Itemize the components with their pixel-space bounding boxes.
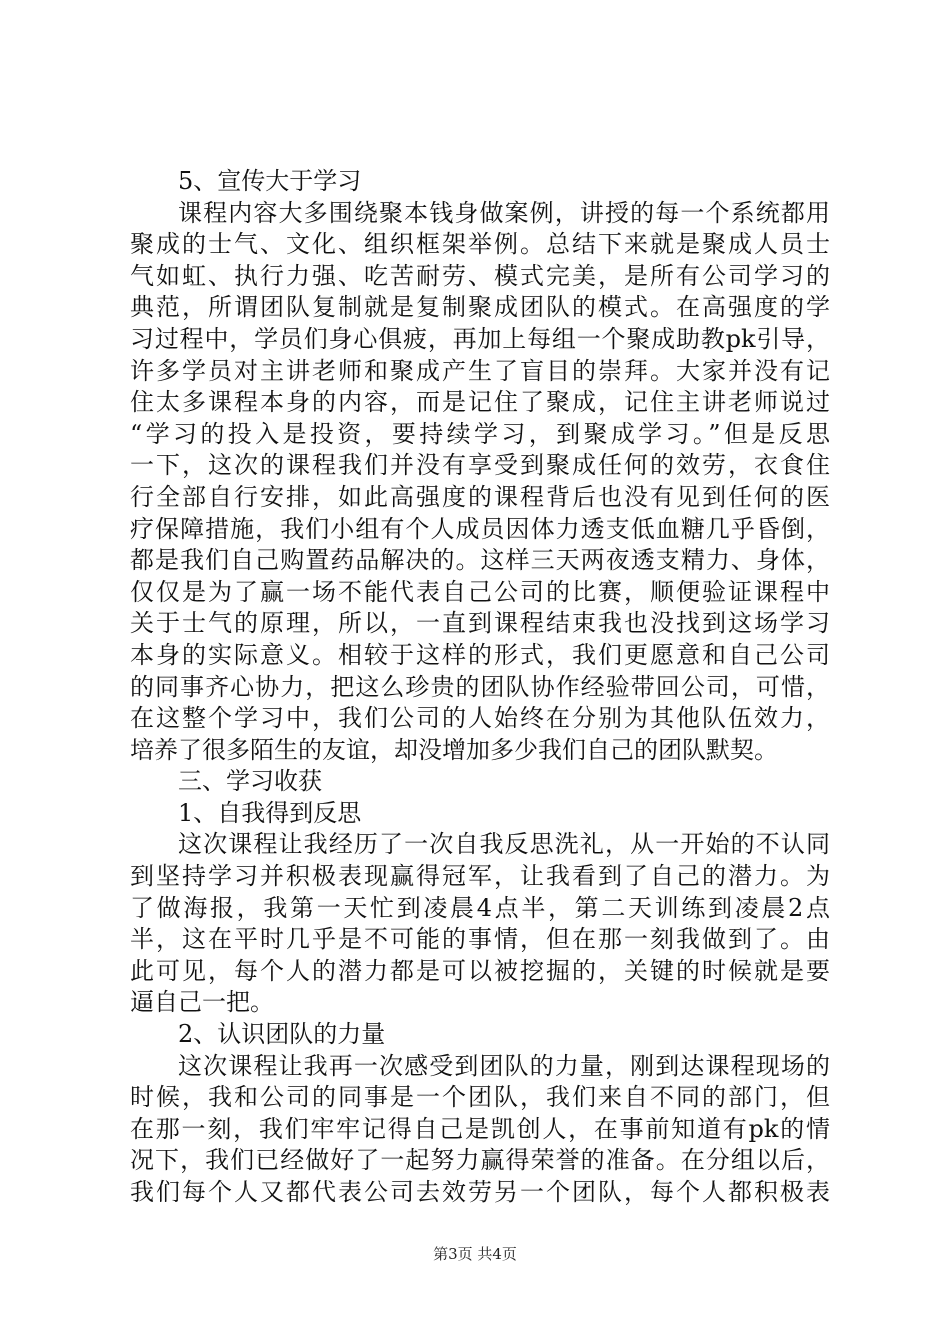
paragraph-line: 本身的实际意义。相较于这样的形式，我们更愿意和自己公司 (130, 640, 830, 669)
document-body (130, 166, 830, 1209)
paragraph-line: 此可见，每个人的潜力都是可以被挖掘的，关键的时候就是要 (130, 956, 830, 985)
item2-heading: 2、认识团队的力量 (178, 1020, 386, 1049)
paragraph-line: 都是我们自己购置药品解决的。这样三天两夜透支精力、身体， (130, 546, 830, 575)
paragraph-line: 气如虹、执行力强、吃苦耐劳、模式完美，是所有公司学习的 (130, 261, 830, 290)
paragraph-line: 我们每个人又都代表公司去效劳另一个团队，每个人都积极表 (130, 1178, 830, 1206)
paragraph-line: 典范，所谓团队复制就是复制聚成团队的模式。在高强度的学 (130, 293, 830, 322)
paragraph-line: 到坚持学习并积极表现赢得冠军，让我看到了自己的潜力。为 (130, 862, 830, 891)
paragraph-line: 住太多课程本身的内容，而是记住了聚成，记住主讲老师说过 (130, 388, 830, 417)
paragraph-line: 课程内容大多围绕聚本钱身做案例，讲授的每一个系统都用 (178, 198, 830, 227)
paragraph-line: 了做海报，我第一天忙到凌晨4点半，第二天训练到凌晨2点 (130, 893, 830, 922)
paragraph-line: 逼自己一把。 (130, 988, 274, 1017)
paragraph-line: 关于士气的原理，所以，一直到课程结束我也没找到这场学习 (130, 609, 830, 638)
paragraph-line: 在这整个学习中，我们公司的人始终在分别为其他队伍效力， (130, 704, 830, 733)
paragraph-line: 培养了很多陌生的友谊，却没增加多少我们自己的团队默契。 (130, 735, 778, 764)
paragraph-line: 半，这在平时几乎是不可能的事情，但在那一刻我做到了。由 (130, 925, 830, 954)
paragraph-line: 的同事齐心协力，把这么珍贵的团队协作经验带回公司，可惜， (130, 672, 830, 701)
paragraph-line: 这次课程让我再一次感受到团队的力量，刚到达课程现场的 (178, 1051, 830, 1080)
paragraph-line: 习过程中，学员们身心俱疲，再加上每组一个聚成助教pk引导， (130, 324, 830, 353)
paragraph-line: 聚成的士气、文化、组织框架举例。总结下来就是聚成人员士 (130, 230, 830, 259)
paragraph-line: 仅仅是为了赢一场不能代表自己公司的比赛，顺便验证课程中 (130, 577, 830, 606)
paragraph-line: 行全部自行安排，如此高强度的课程背后也没有见到任何的医 (130, 482, 830, 511)
item1-heading: 1、自我得到反思 (178, 798, 362, 827)
paragraph-line: 时候，我和公司的同事是一个团队，我们来自不同的部门，但 (130, 1083, 830, 1112)
paragraph-line: 况下，我们已经做好了一起努力赢得荣誉的准备。在分组以后， (130, 1146, 830, 1175)
paragraph-line: 这次课程让我经历了一次自我反思洗礼，从一开始的不认同 (178, 830, 830, 859)
paragraph-line: 疗保障措施，我们小组有个人成员因体力透支低血糖几乎昏倒， (130, 514, 830, 543)
paragraph-line: “学习的投入是投资，要持续学习，到聚成学习。”但是反思 (130, 419, 830, 448)
section3-heading: 三、学习收获 (178, 767, 322, 796)
page-number-footer: 第3页 共4页 (433, 1245, 517, 1263)
paragraph-line: 许多学员对主讲老师和聚成产生了盲目的崇拜。大家并没有记 (130, 356, 830, 385)
section5-heading: 5、宣传大于学习 (178, 167, 362, 195)
paragraph-line: 一下，这次的课程我们并没有享受到聚成任何的效劳，衣食住 (130, 451, 830, 480)
paragraph-line: 在那一刻，我们牢牢记得自己是凯创人，在事前知道有pk的情 (130, 1114, 830, 1143)
